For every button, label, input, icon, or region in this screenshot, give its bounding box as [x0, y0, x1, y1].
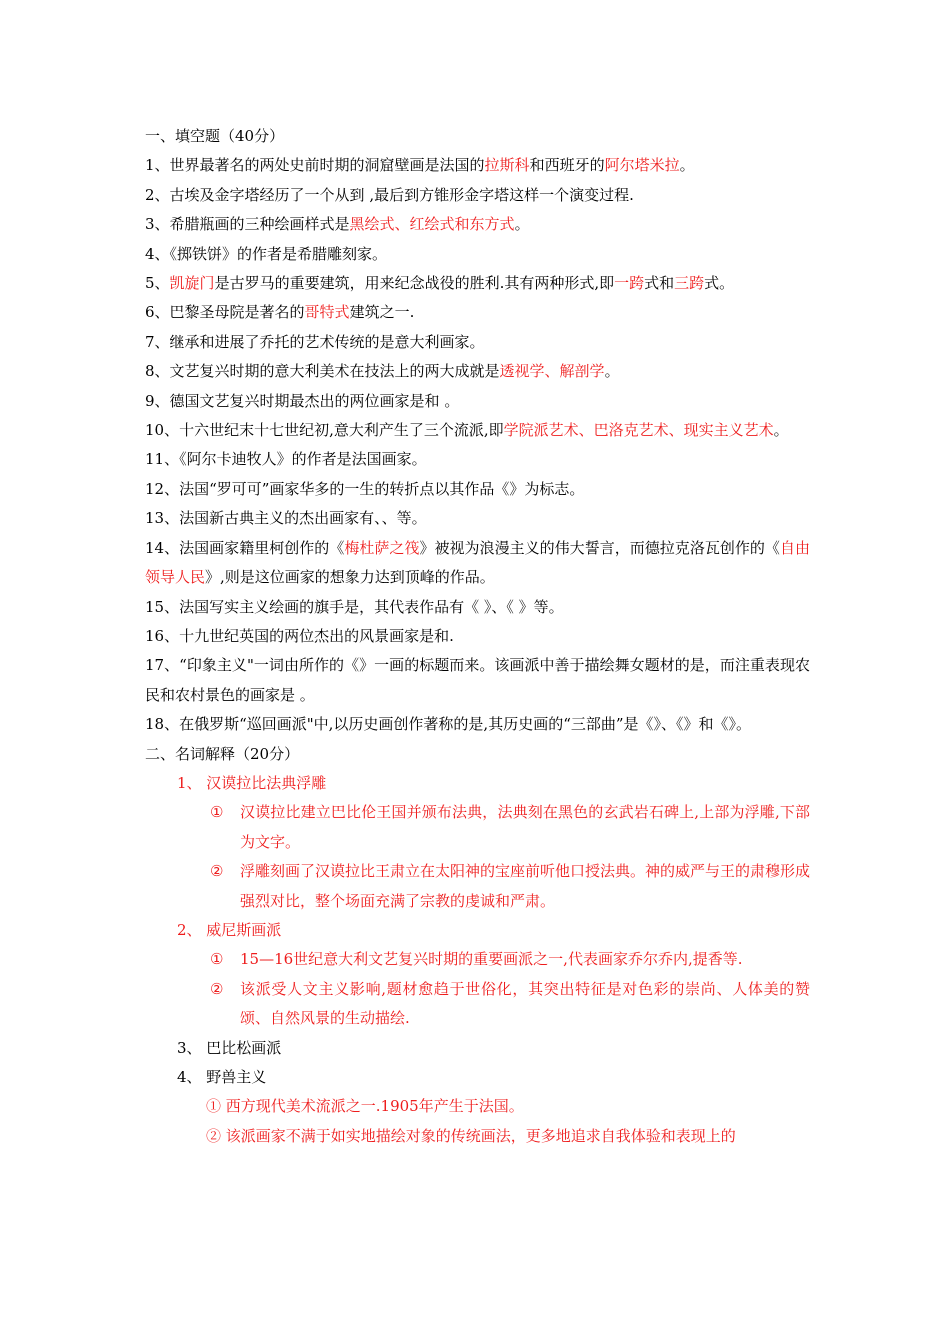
- term-explanations: [145, 769, 810, 1151]
- question-q5: [145, 269, 810, 298]
- question-text: 18、在俄罗斯“巡回画派"中,以历史画创作著称的是,其历史画的“三部曲”是《》、《》和《》。: [145, 715, 752, 734]
- question-text: 7、继承和进展了乔托的艺术传统的是意大利画家。: [145, 332, 485, 351]
- question-q14: [145, 534, 810, 593]
- answer-text: 学院派艺术、巴洛克艺术、现实主义艺术: [503, 421, 774, 440]
- question-text: 16、十九世纪英国的两位杰出的风景画家是和.: [145, 626, 454, 645]
- answer-text: 拉斯科: [484, 156, 530, 175]
- question-q11: [145, 445, 810, 474]
- term-title-t1: 1、 汉谟拉比法典浮雕: [177, 773, 327, 792]
- point-text: 浮雕刻画了汉谟拉比王肃立在太阳神的宝座前听他口授法典。神的威严与王的肃穆形成强烈对比，整个场面充满了宗教的虔诚和严肃。: [240, 862, 811, 910]
- question-text: 。: [679, 156, 695, 175]
- question-text: 和西班牙的: [529, 156, 605, 175]
- term-title-t2: 2、 威尼斯画派: [177, 920, 282, 939]
- question-text: 3、希腊瓶画的三种绘画样式是: [145, 215, 350, 234]
- question-text: 1、世界最著名的两处史前时期的洞窟壁画是法国的: [145, 156, 485, 175]
- term-point: ① 西方现代美术流派之一.1905年产生于法国。: [206, 1097, 524, 1116]
- question-text: 12、法国“罗可可”画家华多的一生的转折点以其作品《》为标志。: [145, 479, 585, 498]
- section2-heading: 二、名词解释（20分）: [145, 744, 300, 763]
- question-q10: [145, 416, 810, 445]
- answer-text: 梅杜萨之筏: [344, 538, 420, 557]
- question-text: 是古罗马的重要建筑，用来纪念战役的胜利.其有两种形式,即: [214, 274, 615, 293]
- point-text: 汉谟拉比建立巴比伦王国并颁布法典，法典刻在黑色的玄武岩石碑上,上部为浮雕,下部为文字。: [240, 803, 810, 851]
- point-marker: ①: [210, 950, 224, 969]
- term-point: [145, 945, 810, 974]
- document-body: [145, 122, 810, 1151]
- question-text: 式。: [704, 274, 735, 293]
- question-q16: [145, 622, 810, 651]
- question-text: 15、法国写实主义绘画的旗手是，其代表作品有《 》、《 》等。: [145, 597, 564, 616]
- question-text: 11、《阿尔卡迪牧人》的作者是法国画家。: [145, 450, 427, 469]
- question-text: 17、“印象主义"一词由所作的《》一画的标题而来。该画派中善于描绘舞女题材的是，而注重表现农民和农村景色的画家是 。: [145, 656, 810, 704]
- question-q6: [145, 298, 810, 327]
- question-text: 建筑之一.: [349, 303, 415, 322]
- question-q13: [145, 504, 810, 533]
- question-q12: [145, 475, 810, 504]
- question-text: 5、: [145, 274, 170, 293]
- question-text: 4、《掷铁饼》的作者是希腊雕刻家。: [145, 244, 388, 263]
- question-q7: [145, 328, 810, 357]
- question-text: 2、古埃及金字塔经历了一个从到 ,最后到方锥形金字塔这样一个演变过程.: [145, 185, 634, 204]
- term-title-t3: 3、 巴比松画派: [177, 1038, 282, 1057]
- question-text: 》,则是这位画家的想象力达到顶峰的作品。: [205, 568, 495, 587]
- question-text: 10、十六世纪末十七世纪初,意大利产生了三个流派,即: [145, 421, 504, 440]
- question-text: 6、巴黎圣母院是著名的: [145, 303, 305, 322]
- point-marker: ②: [210, 979, 224, 998]
- answer-text: 凯旋门: [169, 274, 215, 293]
- question-text: 9、德国文艺复兴时期最杰出的两位画家是和 。: [145, 391, 460, 410]
- question-text: 。: [773, 421, 789, 440]
- question-text: 式和: [644, 274, 675, 293]
- question-text: 。: [604, 362, 620, 381]
- point-text: 该派受人文主义影响,题材愈趋于世俗化，其突出特征是对色彩的崇尚、人体美的赞颂、自然风景的生动描绘.: [240, 979, 810, 1028]
- question-q9: [145, 387, 810, 416]
- answer-text: 阿尔塔米拉: [604, 156, 680, 175]
- answer-text: 黑绘式、红绘式和东方式: [349, 215, 515, 234]
- question-q1: [145, 151, 810, 180]
- question-q18: [145, 710, 810, 739]
- point-marker: ①: [210, 803, 224, 822]
- question-q17: [145, 651, 810, 710]
- term-title-t4: 4、 野兽主义: [177, 1068, 267, 1086]
- question-text: 。: [514, 215, 530, 234]
- term-point: [145, 975, 810, 1034]
- question-text: 8、文艺复兴时期的意大利美术在技法上的两大成就是: [145, 362, 500, 381]
- term-point: [145, 798, 810, 857]
- question-text: 》被视为浪漫主义的伟大誓言，而德拉克洛瓦创作的《: [419, 538, 780, 557]
- answer-text: 哥特式: [304, 303, 350, 322]
- answer-text: 透视学、解剖学: [499, 362, 605, 381]
- question-q3: [145, 210, 810, 239]
- question-q15: [145, 593, 810, 622]
- question-text: 14、法国画家籍里柯创作的《: [145, 538, 345, 557]
- point-text: 15—16世纪意大利文艺复兴时期的重要画派之一,代表画家乔尔乔内,提香等.: [240, 950, 743, 969]
- question-q2: [145, 181, 810, 210]
- term-point: [145, 857, 810, 916]
- question-q4: [145, 240, 810, 269]
- point-marker: ②: [210, 862, 224, 881]
- answer-text: 一跨: [614, 274, 645, 293]
- question-q8: [145, 357, 810, 386]
- question-text: 13、法国新古典主义的杰出画家有、、等。: [145, 509, 427, 528]
- fill-in-questions: [145, 151, 810, 739]
- answer-text: 自由领导人民: [145, 538, 810, 587]
- answer-text: 三跨: [674, 274, 705, 293]
- term-point: ② 该派画家不满于如实地描绘对象的传统画法，更多地追求自我体验和表现上的: [206, 1126, 736, 1145]
- section1-heading: 一、填空题（40分）: [145, 127, 285, 145]
